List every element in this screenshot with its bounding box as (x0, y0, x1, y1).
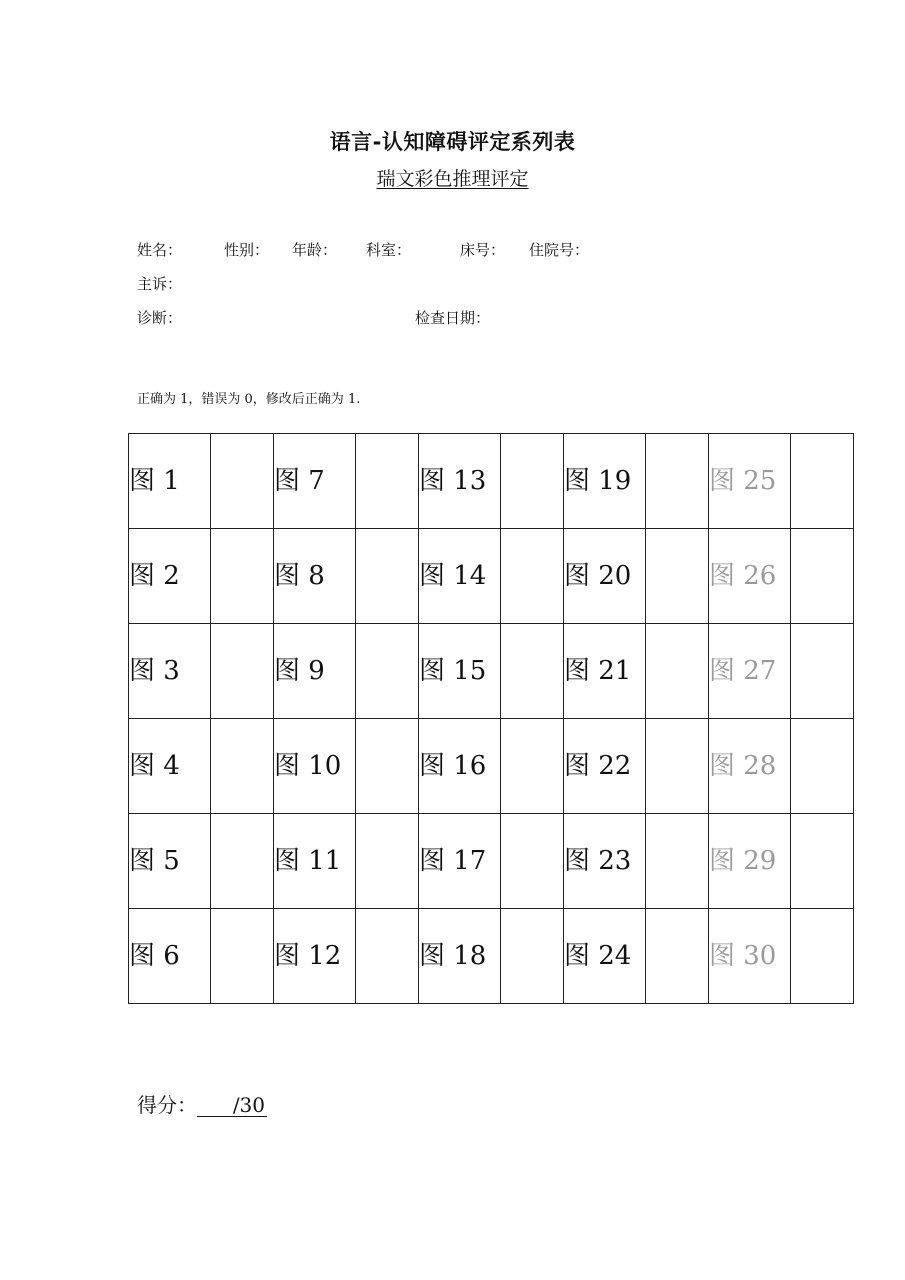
diagnosis-label: 诊断： (137, 309, 183, 327)
answer-cell[interactable] (646, 814, 709, 909)
figure-label-cell: 图 18 (419, 909, 501, 1004)
table-row (129, 814, 854, 909)
answer-cell[interactable] (501, 434, 564, 529)
figure-label-cell: 图 8 (274, 529, 356, 624)
complaint-label: 主诉： (137, 275, 183, 293)
answer-cell[interactable] (501, 814, 564, 909)
answer-cell[interactable] (356, 814, 419, 909)
table-row (129, 434, 854, 529)
answer-cell[interactable] (356, 434, 419, 529)
age-label: 年龄： (292, 241, 338, 259)
figure-label-cell: 图 19 (564, 434, 646, 529)
figure-label-cell: 图 3 (129, 624, 211, 719)
gender-label: 性别： (224, 241, 270, 259)
score-grid (128, 433, 854, 1004)
scoring-instructions: 正确为 1，错误为 0，修改后正确为 1. (137, 392, 361, 407)
answer-cell[interactable] (791, 814, 854, 909)
answer-cell[interactable] (211, 529, 274, 624)
answer-cell[interactable] (356, 909, 419, 1004)
name-label: 姓名： (137, 241, 183, 259)
answer-cell[interactable] (646, 719, 709, 814)
answer-cell[interactable] (646, 909, 709, 1004)
figure-label-cell: 图 24 (564, 909, 646, 1004)
answer-cell[interactable] (646, 529, 709, 624)
figure-label-cell: 图 9 (274, 624, 356, 719)
answer-cell[interactable] (791, 529, 854, 624)
figure-label-cell: 图 30 (709, 909, 791, 1004)
answer-cell[interactable] (501, 909, 564, 1004)
answer-cell[interactable] (791, 624, 854, 719)
admission-number-label: 住院号： (529, 241, 590, 259)
figure-label-cell: 图 16 (419, 719, 501, 814)
answer-cell[interactable] (356, 719, 419, 814)
score-line (137, 1089, 267, 1118)
table-row (129, 909, 854, 1004)
form-subtitle (0, 164, 905, 191)
figure-label-cell: 图 13 (419, 434, 501, 529)
form-title: 语言-认知障碍评定系列表 (329, 130, 576, 154)
answer-cell[interactable] (356, 624, 419, 719)
answer-cell[interactable] (211, 909, 274, 1004)
answer-cell[interactable] (501, 624, 564, 719)
department-label: 科室： (366, 241, 412, 259)
answer-cell[interactable] (501, 529, 564, 624)
score-label: 得分： (137, 1093, 197, 1117)
figure-label-cell: 图 6 (129, 909, 211, 1004)
answer-cell[interactable] (211, 814, 274, 909)
answer-cell[interactable] (211, 434, 274, 529)
figure-label-cell: 图 28 (709, 719, 791, 814)
table-row (129, 624, 854, 719)
figure-label-cell: 图 27 (709, 624, 791, 719)
figure-label-cell: 图 11 (274, 814, 356, 909)
answer-cell[interactable] (646, 434, 709, 529)
figure-label-cell: 图 22 (564, 719, 646, 814)
answer-cell[interactable] (646, 624, 709, 719)
figure-label-cell: 图 20 (564, 529, 646, 624)
figure-label-cell: 图 10 (274, 719, 356, 814)
bed-label: 床号： (460, 241, 506, 259)
figure-label-cell: 图 14 (419, 529, 501, 624)
score-value[interactable]: /30 (197, 1094, 267, 1117)
figure-label-cell: 图 2 (129, 529, 211, 624)
figure-label-cell: 图 25 (709, 434, 791, 529)
figure-label-cell: 图 17 (419, 814, 501, 909)
figure-label-cell: 图 12 (274, 909, 356, 1004)
figure-label-cell: 图 23 (564, 814, 646, 909)
answer-cell[interactable] (211, 624, 274, 719)
answer-cell[interactable] (356, 529, 419, 624)
exam-date-label: 检查日期： (415, 309, 491, 327)
figure-label-cell: 图 15 (419, 624, 501, 719)
answer-cell[interactable] (791, 909, 854, 1004)
answer-cell[interactable] (791, 719, 854, 814)
figure-label-cell: 图 7 (274, 434, 356, 529)
figure-label-cell: 图 26 (709, 529, 791, 624)
table-row (129, 719, 854, 814)
answer-cell[interactable] (501, 719, 564, 814)
subtitle-text: 瑞文彩色推理评定 (376, 168, 529, 190)
figure-label-cell: 图 21 (564, 624, 646, 719)
figure-label-cell: 图 5 (129, 814, 211, 909)
answer-cell[interactable] (211, 719, 274, 814)
table-row (129, 529, 854, 624)
figure-label-cell: 图 1 (129, 434, 211, 529)
figure-label-cell: 图 4 (129, 719, 211, 814)
figure-label-cell: 图 29 (709, 814, 791, 909)
answer-cell[interactable] (791, 434, 854, 529)
